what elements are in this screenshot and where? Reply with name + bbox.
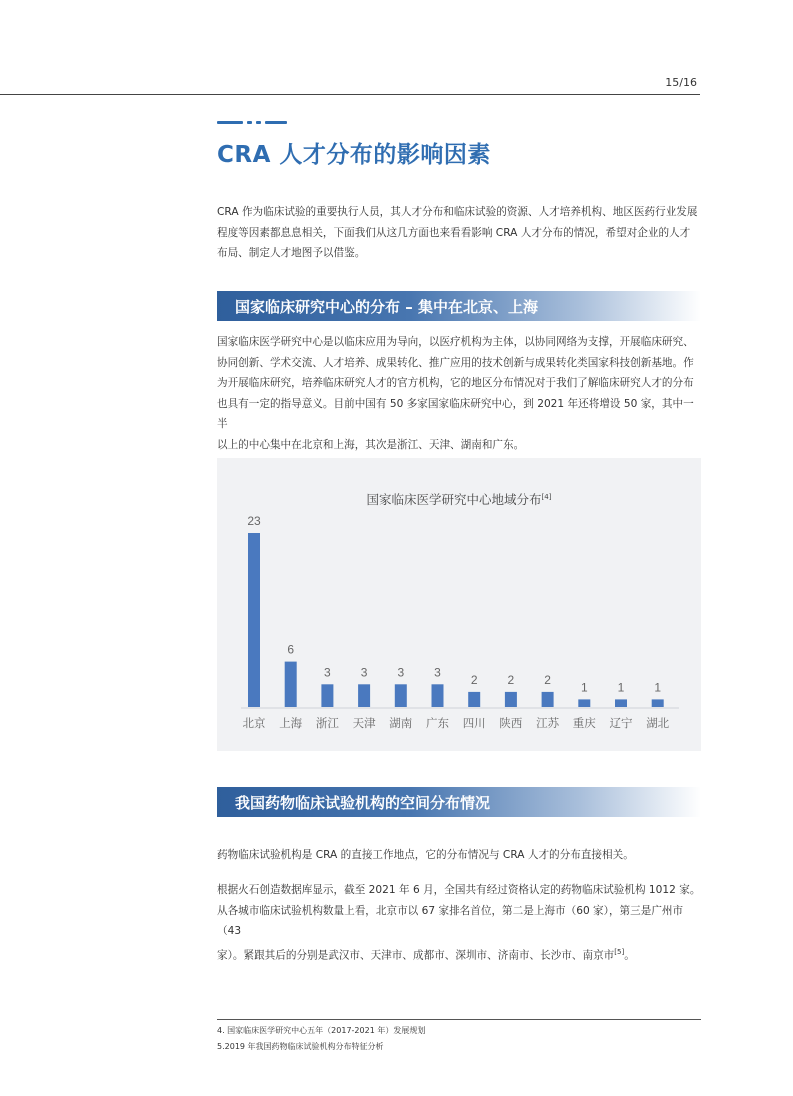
intro-line: 程度等因素都息息相关，下面我们从这几方面也来看看影响 CRA 人才分布的情况，希望对企业的人才	[217, 226, 691, 239]
header-rule	[0, 94, 700, 95]
x-tick-label: 浙江	[315, 716, 339, 730]
section1-line: 为开展临床研究，培养临床研究人才的官方机构，它的地区分布情况对于我们了解临床研究人才的分布	[217, 377, 694, 389]
bar-7	[505, 692, 517, 707]
footnote-5: 5.2019 年我国药物临床试验机构分布特征分析	[217, 1042, 384, 1051]
x-tick-label: 广东	[426, 716, 449, 730]
bar-3	[358, 684, 370, 707]
bar-10	[615, 699, 627, 707]
bar-6	[468, 692, 480, 707]
data-label: 6	[287, 642, 295, 657]
sentence-end: 。	[624, 949, 635, 962]
footnote-4: 4. 国家临床医学研究中心五年（2017-2021 年）发展规划	[217, 1026, 426, 1035]
x-tick-label: 湖南	[389, 716, 413, 730]
bar-11	[652, 699, 664, 707]
section2-line: 根据火石创造数据库显示，截至 2021 年 6 月，全国共有经过资格认定的药物临床试验机构 1012 家。	[217, 884, 701, 896]
section2-paragraph-1: 药物临床试验机构是 CRA 的直接工作地点，它的分布情况与 CRA 人才的分布直接相关。	[217, 849, 634, 861]
section1-line: 以上的中心集中在北京和上海，其次是浙江、天津、湖南和广东。	[217, 438, 525, 451]
x-tick-label: 四川	[462, 716, 486, 730]
section2-paragraph-2	[217, 880, 701, 966]
chart-title: 国家临床医学研究中心地域分布[4]	[366, 492, 552, 507]
data-label: 2	[544, 672, 551, 687]
data-label: 1	[654, 680, 662, 695]
section2-line-text: 家）。紧跟其后的分别是武汉市、天津市、成都市、深圳市、济南市、长沙市、南京市	[217, 949, 615, 962]
data-label: 1	[617, 680, 625, 695]
x-tick-label: 湖北	[646, 716, 670, 730]
footnote-rule	[217, 1019, 701, 1020]
section2-line: 从各城市临床试验机构数量上看，北京市以 67 家排名首位，第二是上海市（60 家），第三是广州市（43	[217, 904, 684, 937]
section1-line: 协同创新、学术交流、人才培养、成果转化、推广应用的技术创新与成果转化类国家科技创新基地。作	[217, 356, 694, 369]
section-banner-clinical-centers	[217, 291, 701, 321]
x-tick-label: 辽宁	[609, 716, 633, 730]
bar-1	[285, 662, 297, 707]
title-decoration	[217, 121, 287, 126]
x-tick-label: 陕西	[499, 716, 523, 730]
data-label: 2	[507, 672, 515, 687]
section2-line	[217, 942, 701, 966]
bar-9	[578, 699, 590, 707]
page-title: CRA 人才分布的影响因素	[217, 142, 491, 168]
section1-line: 也具有一定的指导意义。目前中国有 50 多家国家临床研究中心，到 2021 年还将增设 50 家，其中一半	[217, 397, 694, 430]
x-tick-label: 上海	[279, 716, 303, 730]
data-label: 3	[434, 665, 441, 680]
section1-paragraph	[217, 332, 701, 455]
data-label: 3	[397, 665, 405, 680]
x-tick-label: 北京	[242, 716, 266, 730]
bar-chart	[217, 458, 701, 751]
bar-5	[432, 684, 444, 707]
section-heading: 我国药物临床试验机构的空间分布情况	[235, 794, 491, 812]
bar-8	[542, 692, 554, 707]
bar-4	[395, 684, 407, 707]
section1-line: 国家临床医学研究中心是以临床应用为导向，以医疗机构为主体，以协同网络为支撑，开展临床研究、	[217, 336, 694, 348]
bar-2	[321, 684, 333, 707]
page-number: 15/16	[665, 76, 697, 89]
x-tick-label: 重庆	[572, 716, 596, 730]
data-label: 3	[360, 665, 368, 680]
data-label: 2	[470, 672, 478, 687]
section-heading: 国家临床研究中心的分布 – 集中在北京、上海	[235, 298, 538, 316]
reference-marker: [5]	[614, 947, 625, 956]
intro-line: CRA 作为临床试验的重要执行人员，其人才分布和临床试验的资源、人才培养机构、地区医药行业发展	[217, 206, 698, 218]
data-label: 1	[580, 680, 588, 695]
section-banner-trial-institutions	[217, 787, 701, 817]
data-label: 3	[324, 665, 331, 680]
chart-container	[217, 458, 701, 751]
x-tick-label: 天津	[352, 716, 376, 730]
data-label: 23	[247, 514, 261, 528]
x-tick-label: 江苏	[536, 716, 560, 730]
bar-0	[248, 533, 260, 707]
intro-line: 布局、制定人才地图予以借鉴。	[217, 247, 366, 259]
intro-paragraph	[217, 202, 701, 264]
